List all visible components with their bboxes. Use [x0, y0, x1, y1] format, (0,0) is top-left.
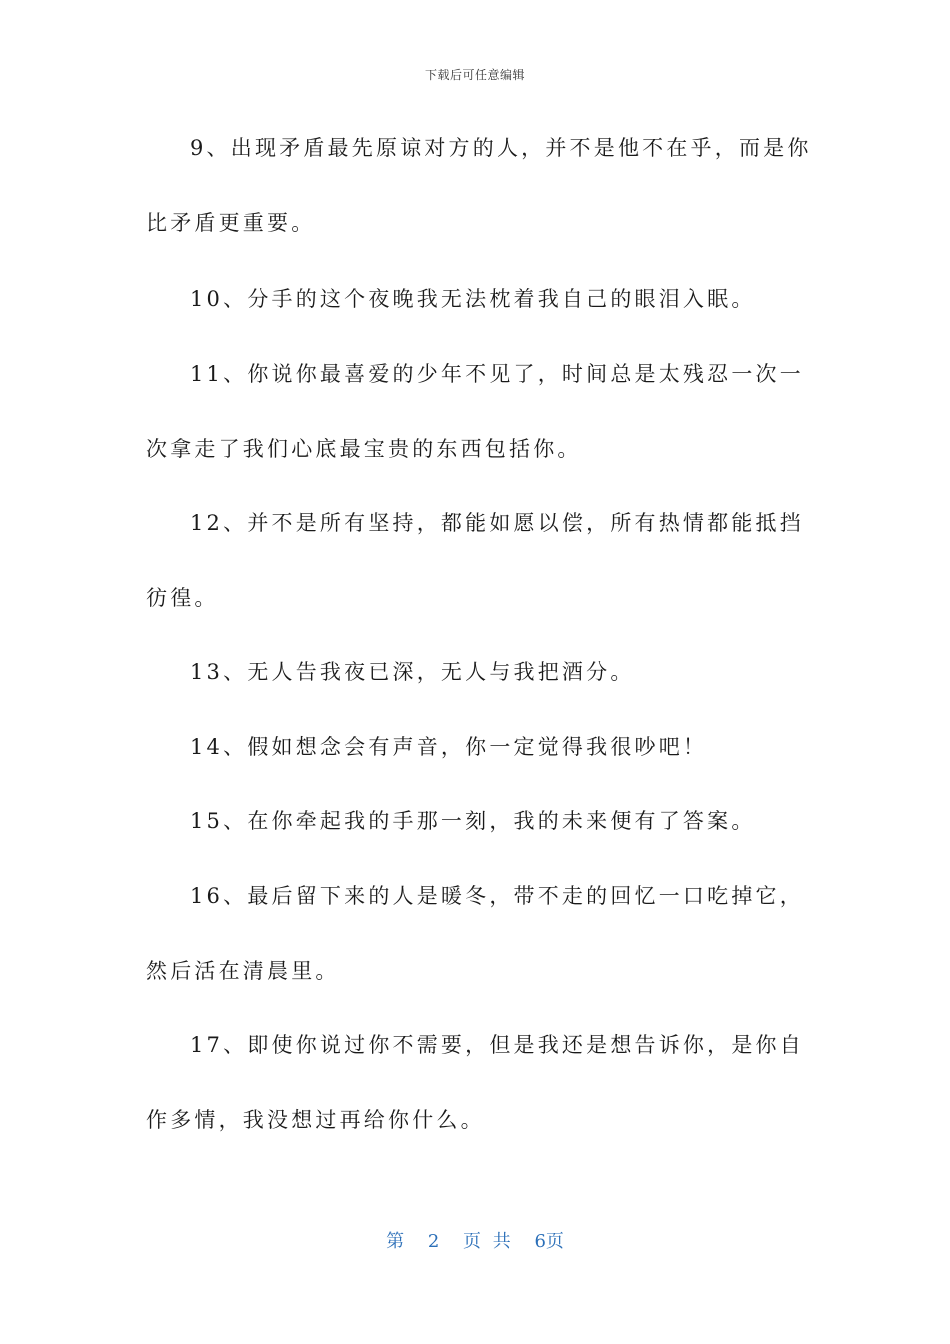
paragraph-line: 作多情，我没想过再给你什么。: [146, 1108, 485, 1132]
footer-page-number: 2: [427, 1231, 440, 1252]
footer-total-pages: 6页: [534, 1231, 564, 1252]
footer-middle: 页 共: [463, 1231, 511, 1252]
paragraph-line: 彷徨。: [146, 586, 219, 610]
paragraph-line: 比矛盾更重要。: [146, 211, 316, 235]
paragraph-line: 12、并不是所有坚持，都能如愿以偿，所有热情都能抵挡: [190, 511, 804, 535]
paragraph-line: 然后活在清晨里。: [146, 959, 340, 983]
page-footer: [0, 1227, 950, 1253]
paragraph-line: 14、假如想念会有声音，你一定觉得我很吵吧！: [190, 735, 708, 759]
paragraph-line: 11、你说你最喜爱的少年不见了，时间总是太残忍一次一: [190, 362, 804, 386]
page-header: 下载后可任意编辑: [424, 68, 525, 82]
footer-prefix: 第: [386, 1231, 405, 1252]
paragraph-line: 13、无人告我夜已深，无人与我把酒分。: [190, 660, 635, 684]
paragraph-line: 17、即使你说过你不需要，但是我还是想告诉你，是你自: [190, 1033, 804, 1057]
paragraph-line: 16、最后留下来的人是暖冬，带不走的回忆一口吃掉它，: [190, 884, 804, 908]
paragraph-line: 次拿走了我们心底最宝贵的东西包括你。: [146, 437, 582, 461]
paragraph-line: 10、分手的这个夜晚我无法枕着我自己的眼泪入眠。: [190, 287, 756, 311]
paragraph-line: 9、出现矛盾最先原谅对方的人，并不是他不在乎，而是你: [190, 136, 812, 160]
paragraph-line: 15、在你牵起我的手那一刻，我的未来便有了答案。: [190, 809, 756, 833]
